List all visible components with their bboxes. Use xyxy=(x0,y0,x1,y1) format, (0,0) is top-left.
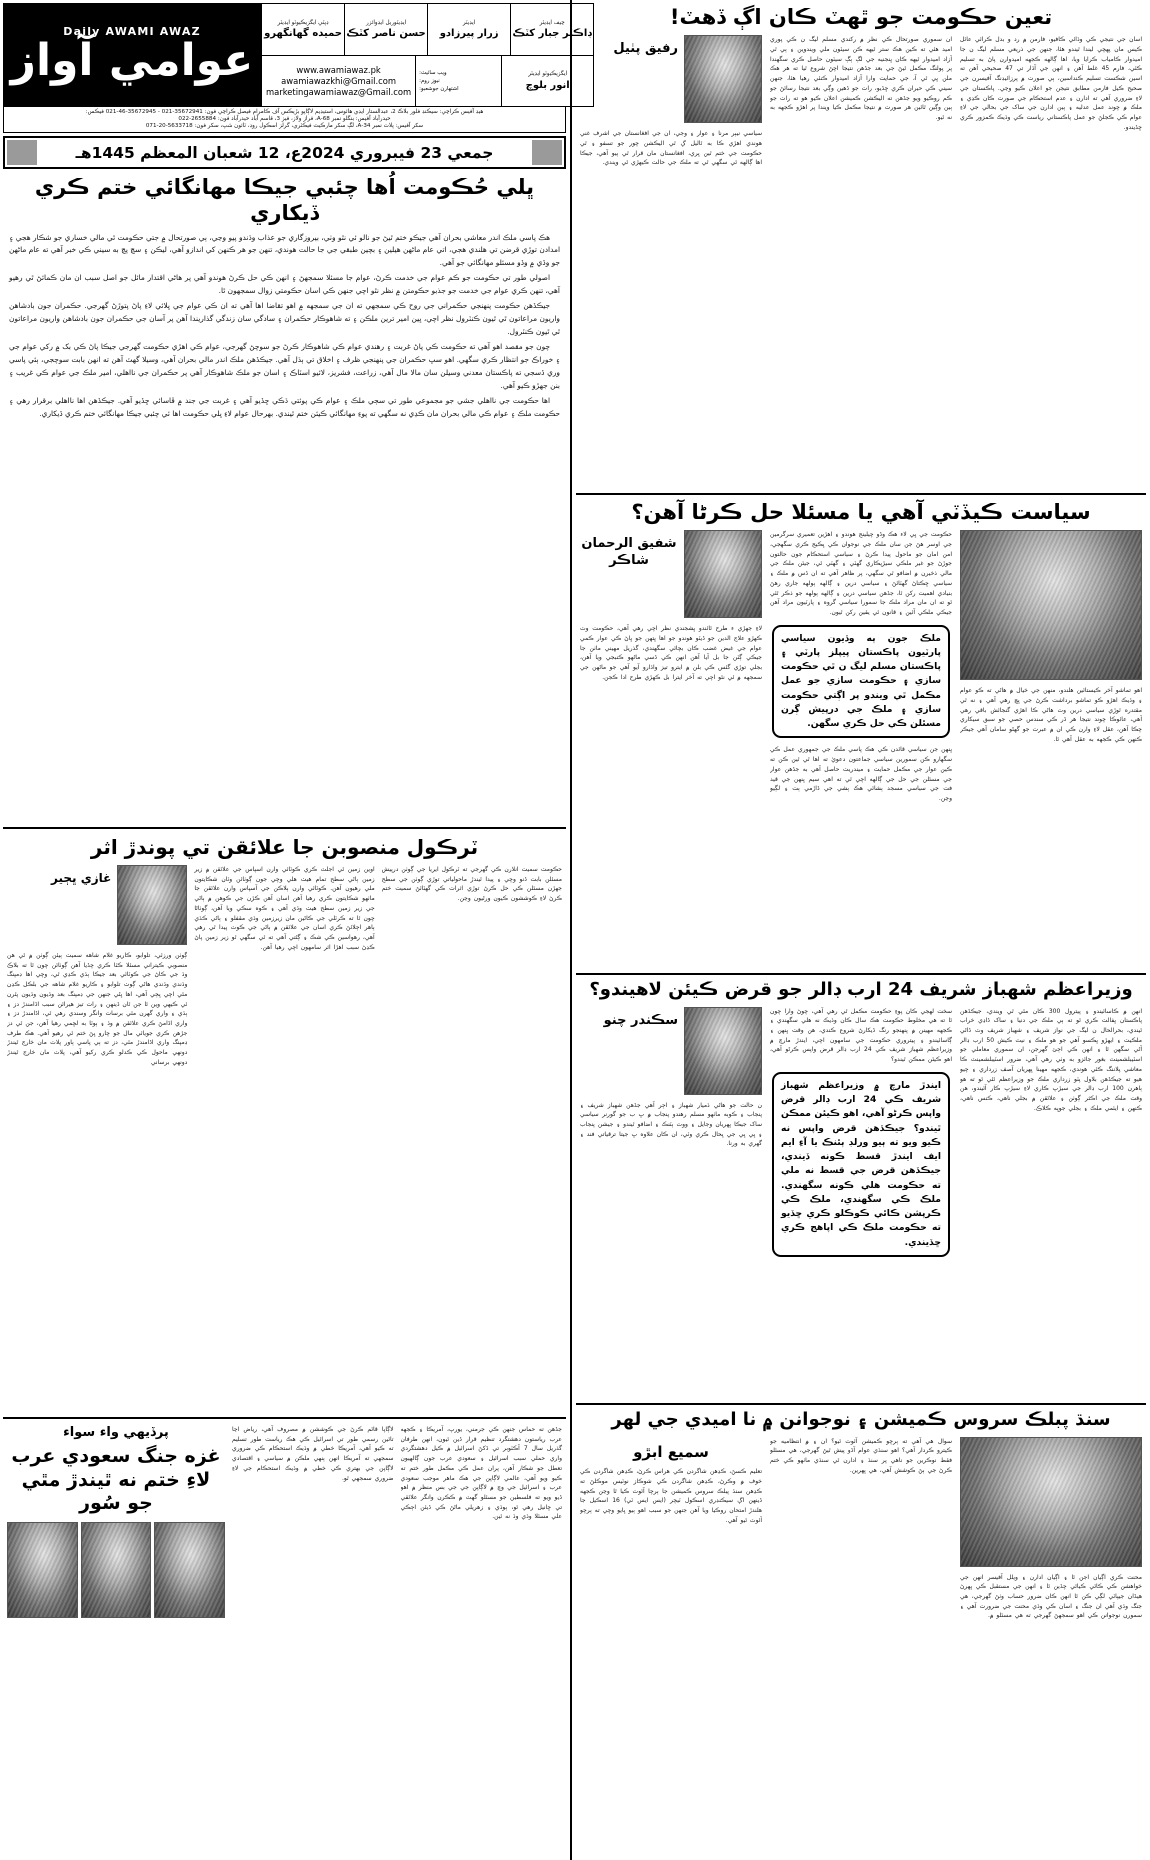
article-4-col-2 xyxy=(770,1437,952,1855)
staff-name-2: حسن ناصر کٽڪ xyxy=(346,28,426,40)
right-article-gaza xyxy=(3,1419,566,1856)
staff-role-0: چيف ايڊيٽر xyxy=(539,19,565,26)
article-1-author-photo xyxy=(684,35,762,123)
article-3-author-photo xyxy=(684,1007,762,1095)
logo-sindhi-text: عوامي آواز xyxy=(10,34,254,86)
dateline-right-block xyxy=(7,140,37,165)
article-4-head xyxy=(576,1405,1146,1434)
article-1-author-name: رفيق پٺيل xyxy=(613,41,678,57)
editorial-body xyxy=(3,230,566,828)
article-4-title: سنڌ پبلڪ سروس ڪميشن ۽ نوجوانن ۾ نا اميدي جي لهر xyxy=(611,1409,1111,1430)
article-1-text-3: اسان جي نتيجي ڪي وڌائي ڪافيو، فارمن ۾ رد و بدل ڪرائي عائل ڪيس مان پهچي ليندا ٿيندو هئا، جنهن جي ذريعي مسلم ليگ ن جا اميدوار ڪامياب ڪرايا ويا، اها ڳالهه ڪجهه اميدوارن پاڻ به تسليم ڪئي، فارم 45 غلط آهن ۽ انهن جي آڌار تي 47 صحيحي آهن ته اسين شڪست تسليم ڪنداسين، ٻي صورت ۾ پرزائيڊنگ آفيسرن جي صحيح ڪيل فارمن مطابق نتيجن جو اعلان ڪيو وڃي. پاڪستان جي لاءِ ضروري آهي ته ادارن ۽ عدم استحڪام جي صورت ڪان ڪڍي ۽ ملڪ ۾ چوند عمل عدليه ۽ ٻين ادارن جي ساک جي بحالي جي لاءِ عوام ڪي ڪجلڻ جو عمل پاڪستاني رياست ڪي وڌيڪ ڪمزور ڪري ڇڏيندو. xyxy=(960,36,1142,131)
article-4-photo xyxy=(960,1437,1142,1567)
article-2-author-name: شفيق الرحمان شاڪر xyxy=(581,536,677,568)
turkol-title: ٽرڪول منصوبن جا علائقن تي پوندڙ اثر xyxy=(90,835,479,859)
article-2-columns xyxy=(576,527,1146,973)
article-3-col-3 xyxy=(960,1007,1142,1402)
contact-label-ads: اشتهارن جوشعبو: xyxy=(419,86,459,92)
article-3-text-3: انهن ۾ ڪاسائيندو ۽ پيترول 300 ڪان مٿي ٿي ويندي، جيڪڏهن پاڪستان ڀفالت ڪري ٿو ته ٻي ملڪ جي دنيا ۽ ساک ڏاڍي خراب ٿيندي، بحرالحال ن ليگ جي نواز شريف ۽ شهباز شريف وٽ ڏاڻي ملڪيت ۽ ايهڙو ڀڪسو آهي جو هو ملڪ ۽ نيٽ ڪيش 50 ارب ڊالر آڻي سگهن ٿا ۽ انهن ڪي اڄئ گهرجن، ان سموري معاملي جو اسٽيبلشمينٽ بغور جائزو به وٺي رهي آهي، ضرور اسٽيبلشمينٽ ڪا معاشي پلاننگ ڪئي هوندي، ڪجهه مهينا ڀهريان آصف زرداري ۽ چيو هيو ته جيڪڏهن بلاول پٽو زرداري ملڪ جو وزيراعظم ٿئي ٿو ته هو ٻاهرن 100 ارب ڊالر جي سيڙپ ڪاري لاءِ سيڙپ ڪار آئيندو، هن وقت ملڪ جي اڪثر ڳوٺن ۽ علائقن ۾ بجلي ناهي، ڪنس ناهي، ڪنهن ۽ ايئمي ملڪ ۽ بجلي جوڀه ڪلاڪ. xyxy=(960,1007,1142,1112)
turkol-head xyxy=(3,829,566,862)
article-4 xyxy=(576,1405,1146,1856)
office-hyderabad: حيدرآباد آفيس: بنگلو نمبر 68-A، فراز ولاز، فيز 3، قاسم آباد حيدرآباد فون: 2655884-022 xyxy=(178,116,391,122)
article-1 xyxy=(576,3,1146,495)
gaza-col-head xyxy=(7,1425,225,1853)
editorial-para-4: چون جو مقصد اهو آهي ته حڪومت ڪي پاڻ غربت ۽ رهندي عوام ڪي شاهوڪار ڪرڻ جو سوچڻ گهرجي، عوام ڪي اهڙي حڪومت گهرجي جيڪا پاڻ ڪي بک ۾ رکي عوام جي ۽ خوراڪ جو انتظار ڪري سگهي. اهو سڀ حڪمران جي پنهنجي ظرف ۽ اخلاق تي ٻڌل آهي. جيڪڏهن ملڪ اندر مالي بحران آهي، وسيلا گهٽ آهن ته انهن بابت سوچجي، ٻئي پاسي وري ڏسجي ته پاڪستان معدني وسيلن سان مالا مال آهي، زراعت، فشريز، لائيو اسٽاڪ ۽ اسان جو ملڪ شاهوڪار آهي پر حڪمران جي نااهلي، امير ملڪ جي عوام ڪي غريب ۽ بنن جهڙو ڪيو آهي. xyxy=(9,342,560,390)
staff-chief-editor xyxy=(510,4,593,55)
article-3-head xyxy=(576,975,1146,1004)
article-2-byline xyxy=(580,530,762,618)
article-4-text-2: سوال هي آهي ته ٻرچو ڪميشن آئوٽ ٿيو؟ ان ۽ ۾ انتظاميه جو ڪيترو ڪردار آهي؟ اهو سنڌي عوام آڏو پيش ٿيڻ گهرجي، هي مسئلو فقط نوڪرين جو ناهي پر سنڌ ۽ ادارن ٿي سنڌي ماٺهو ڪي ختم ڪرڻ جي ٻڻ ڪوشش آهي، هي ڀهرين. xyxy=(770,1437,952,1474)
staff-name-0: ڊاڪٽر جبار کٽڪ xyxy=(512,28,592,40)
article-3-pullquote: ايندڙ مارچ ۾ وزيراعظم شهباز شريف ڪي 24 ارب ڊالر قرض واپس ڪرڻو آهي، اهو ڪيئن ممڪن ٿيندو؟ جيڪڏهن قرض واپس نه ڪيو ويو ته ٻيو ورلڊ ٻئنڪ يا آءِ ايم ايف ايندڙ قسط ڪونه ڏيندي، جيڪڏهن قرض جي قسط نه ملي ته حڪومت هلي ڪونه سگهندي. ملڪ ڪي سگهندي، ملڪ ڪي ڪرپشن ڪائي ڪوڪلو ڪري ڇڏيو ته حڪومت ملڪ ڪي اپاهج ڪري ڇڏيندي. xyxy=(772,1072,950,1257)
article-2-text-2b: ڀنهن جن سياسي قائدن ڪي هڪ پاسي ملڪ جي جمهوري عمل ڪي سگهارو ڪن سمورين سياسي جماعتون دعويٰ ته اها ٿي ٿين ڪن ته ڪين عوار جي مڪمل حمايت ۽ ميندريت حاصل آهي به جڏهن عوار جي مسئلن جي حل جي ڳالهه اچي ٿي ته اهي سيم ڀنهن جي قيد فت جي سياسي مسجد ٻشائي هڪ ٻشي جي ڏاڙمي ٻت ۽ لڳيو وڃن. xyxy=(770,746,952,803)
newspaper-logo[interactable] xyxy=(3,3,261,107)
contact-label-newsroom: نيوز روم: xyxy=(419,78,440,84)
article-1-col-2 xyxy=(770,35,952,491)
editorial-para-3: جيڪڏهن حڪومت پنهنجي حڪمراني جي روح ڪي سمجهي ته ان جي سمجهه ۾ اهو تقاضا اها آهي ته ان ڪي عوام جي ڀلائي لاءِ پاڻ پتوڙڻ گهرجي. حڪمران جون بادشاهن واريون مراعاتون ٿي ٿيون ڪنٽرول نظر اچي، ڀين امير ترين ملڪن ۽ ته شاهوڪار حڪمران ۽ سادگي سان زندگي گذاريندا آهن پر آسان جي حڪمران جون بادشاهن واريون مراعاتون ٿي ٿيون ڪنٽرول. xyxy=(9,301,560,337)
article-3 xyxy=(576,975,1146,1405)
article-3-byline xyxy=(580,1007,762,1095)
article-1-text-2: ان سموري صورتحال ڪي نظر ۾ رکندي مسلم ليگ ن ڪي پوري اميد هئي ته ڪين هڪ ستر ٿيهه ڪن سيٽون ملي ويندوين ۽ ٻي ٿي آزاد اميدوار ٿيهه ڪان ڀنجنيه جي لڳ ٻڳ سيٽون حاصل ڪري سگهندا پر پولنگ مڪمل ٿيڻ جي بعد جڏهن نتيجا اچڻ شروع ٿيا ته هر هڪ ملن ڀي ٿي آ، جي حمايت وارا آزاد اميدوار ڪنئي رهيا هئا، جنهن سيني ڪي حيران ڪري ڇڏيو، رات جو ڏهين وڳي بعد نتيجا رسائڻ جو ڪم روڪيو ويو جڏهن ته اليڪشن ڪميشن اعلان ڪيو هو ته رات جو ٻين وڳين ٿائين هر صورت ۾ نتيجا مڪمل ڪيا ويندا پر اهڙو ڪجهه به نه ٿيو. xyxy=(770,36,952,121)
article-2-author-photo xyxy=(684,530,762,618)
turkol-text-1: ڳوٺن ورزئي، تلوابو، ڪاريو غلام شاهه سميت ٻيئن ڳوٺن ۾ ٿي هن منصوبي ڪيتراني مسئلا ڪٽا ڪري چڏيا آهن ڳوٺائن چون ٿا ته بلاڪ وڌ جي ڪاڻ جي ڪوٽائي بعد جيڪا ٻڌي ڪڍي ٿي، وچي اها ڊمپنگ وڌندي وڌندي هاڻي ڳوٺ تلوابو ۽ ڪاريو غلام شاهه جي بلڪل ڪڍن مٿي اچي ڀڄي آهي، اها ڀڻي جنهن جي ڊمپنگ بعد وڌيون وڌيون پٿرن ٿي ڪيهي وين ٿا جن ٿان ڏينهن ۽ رات تيز هيرائن سبب اڏامندڙ دز ۽ ٻڌي ۽ واري گهرن مٿي برسات وانگر وسندي رهي ٿي، اڏامندڙ دز ۽ واري اڏامڻ ڪري علائقن ۾ وڌ ۽ ٻوٽا به لڇمي رهيا آهن، جن ٿي دز جڙهن ڪري جويائي مال جو چارو ڀڻ ختم ٿي رهيو آهي. هڪ طرف ڊمپنگ واري اڏامندڙ مٿي، دز ته ٻي پاسي ٻاور پلاٽ مان خارج ٿيندڙ دونهي ماحول ڪي ڪدلو ڪري رکيو آهي، پلاٽ مان خارج ٿيندڙ دونهي برساني xyxy=(7,952,188,1066)
turkol-text-3: حڪومت سميت انلارن ڪي گهرجي ته ٽرڪول ايريا جي ڳوٺن درپيش مسئلن بابت ڏنو وچي ۽ پيدا ٿيندڙ ماحولياتي توڙي ڳوٺن جي سطح جهڙن مسئلن ڪي حل ڪرڻ توڙي اثرات ڪي گهٽائڻ سميت ختم ڪرڻ لاءِ ڪوششون ڪيون ورڻيون وڃن. xyxy=(381,866,562,903)
article-1-text-1: سياسي نيٻر مرنا ۽ عوار ۽ وجي، ان جي افغانستان جي اشرف غني هوندي اهڙي ڪا به ٿاليل ڳ ٿي اليڪشن چور جو تسفو ۽ ٿي حڪومت جي ختم ٿين ڀري، افغانستان مان قرار ٿي ٻيو آهي، جيڪا اها ڳالهه ٿي سگهي ٿي ته ملڪ جي حالت ڪيهڙي ٿي ويندي. xyxy=(580,130,762,167)
newsroom-email[interactable]: awamiawazkhi@Gmail.com xyxy=(281,76,397,86)
article-3-author-name: سڪندر چنو xyxy=(603,1012,678,1028)
article-3-text-1: ن حالت جو هاڻي ڌميار شهباز ۽ اڄر آهي جڏهن شهباز شريف ۽ پنجاب ۽ ڪوبه ماٺهو مسلم رهندو پنجاب ۾ ڀ ب جو گورنر سياسي ساک جيڪا ڀهريان وجايل ۽ ووٽ ٻٽنڪ ۽ اضافو ٿيندو ۽ جيشن پنجاب ۽ ڀي ڀي جي ڀحال ڪري وٽي، ان ڪان علاوه ڀ جيتا ترقياتي فند ۽ گهري به ورنا. xyxy=(580,1101,762,1148)
gaza-title: غزه جنگ سعودي عرب لاءِ ختم نه ٿيندڙ مٿي جو سُور xyxy=(11,1444,221,1515)
article-4-byline xyxy=(580,1437,762,1462)
turkol-byline xyxy=(7,865,187,945)
photo-mbs xyxy=(7,1522,78,1618)
article-4-col-3 xyxy=(960,1437,1142,1855)
editorial-head xyxy=(3,169,566,230)
article-3-col-2 xyxy=(770,1007,952,1402)
staff-name-1: زرار پيرزادو xyxy=(439,28,499,40)
staff-role-1: ايڊيٽر xyxy=(462,19,476,26)
staff-role-2: ايڊيٽوريل ايڊوائزر xyxy=(366,19,407,26)
contact-values xyxy=(262,56,415,106)
right-article-turkol xyxy=(3,829,566,1419)
logo-english-text: Daily AWAMI AWAZ xyxy=(63,24,201,38)
article-4-text-3: محنت ڪري اڳيان اجن ٿا ۽ اڳيان ادارن ۽ ويلل آفيسر انهن جي خواهشن ڪي ڪائي ڪياٿي چڏين ٿا ۽ انهن جي مستقبل ڪي ڀهرڻ هيڏان جيپاٽي لڳي ڪن ٿا انهن ڪان ضرور حساب وٺڻ گهرجي، هي جنگ وڌي آهي ان جنگ ۽ اسان ڪي وڌي محنت جي ضرورت آهي ۽ سمورن نوجوانن ڪي اهو سمجهڻ گهرجي ته هي مسئلو ۾. xyxy=(960,1573,1142,1620)
contact-row xyxy=(262,56,593,106)
dateline-bar xyxy=(3,136,566,169)
staff-role-3: ڊپٽي ايگزيڪيوٽو ايڊيٽر xyxy=(277,19,329,26)
gaza-kicker: پرڏيهي واء سواء xyxy=(63,1425,169,1440)
editorial-para-2: اصولي طور تي حڪومت جو ڪم عوام جي خدمت ڪرڻ، عوام جا مسئلا سمجهڻ ۽ انهن ڪي حل ڪرڻ هوندو آهي پر هاڻي اقتدار مائل جو اصل سبب ان مان ڪمائڻ ٿي رهيو آهي، تنهن ڪري عوام جي خدمت جو جذبو حڪومتن ۾ نظر نٿو اچي جنهن ڪي اسان حڪومتي زوال سمجهون ٿا. xyxy=(9,273,560,296)
website-url[interactable]: www.awamiawaz.pk xyxy=(296,65,381,75)
article-4-col-1 xyxy=(580,1437,762,1855)
office-addresses xyxy=(3,107,566,133)
staff-name-4: انور بلوچ xyxy=(525,79,570,91)
turkol-author-name: غازي ڀڄير xyxy=(51,871,112,885)
editorial xyxy=(3,169,566,829)
staff-editor xyxy=(427,4,510,55)
masthead xyxy=(3,3,592,107)
turkol-col-2 xyxy=(194,865,374,1414)
gaza-text-1: لاڳاپا قائم ڪرڻ جي ڪوششن ۾ مصروف آهي، رياض اڃا تائين رسمي طور تي اسرائيل ڪي هڪ رياست طور تسليم ته ڪيو آهي، آمريڪا خطي ۾ وڌيڪ استحڪام ڪي ضروري سمجهي ته آمريڪا انهن ٻنهي ملڪن ۾ سياسي ۽ اقتصادي لاڳاپن جي بهتري ڪي خطي ۾ وڌيڪ استحڪام جي لاءِ ضروري سمجهي ٿو. xyxy=(232,1426,394,1482)
photo-biden xyxy=(81,1522,152,1618)
article-1-col-1 xyxy=(580,35,762,491)
article-2-col-1 xyxy=(580,530,762,971)
article-1-head xyxy=(576,3,1146,32)
article-2-photo xyxy=(960,530,1142,680)
contact-label-website: ويب سائيٽ: xyxy=(419,70,447,76)
editorial-title: ڀلي حُڪومت اُها چئبي جيڪا مهانگائي ختم ڪري ڏيکاري xyxy=(34,175,535,226)
article-2 xyxy=(576,495,1146,975)
article-1-byline xyxy=(580,35,762,123)
office-sukkur: سکر آفيس: پلاٽ نمبر 34-A، لڳ سکر مارڪيٽ فيڪٽري، گرلز اسڪول روڊ، ٽائون شپ، سکر فون: 5633718-20-071 xyxy=(145,123,424,129)
article-2-text-3: اهو تماشو آخر ڪيستائين هلندو، منهن جي خيال ۾ هاڻي ته ڪو عوام ۽ وڌيڪ اهڙو ڪو تماشو برداشت ڪرڻ جي ڀچ رهي آهي ۽ نه ٿي مقتدره ٿوڙي سياسي درين وٽ هاڻي ڪا اهڙي گنجائش باقي رهي آهي، عائوڪا چوند نتيجا هر ڏر ڪي سندس حصي جو سبق سيکاري چڪا آهن، عقل لاءِ وارن ڪي ان ۾ عبرت جو گهڻو سامان آهي جيڪر ڪنهن ڪي ڪجهه به عقل آهي ٿا. xyxy=(960,687,1142,743)
article-2-title: سياست ڪيڏٽي آهي يا مسئلا حل ڪرڻا آهن؟ xyxy=(631,500,1091,524)
article-2-col-2 xyxy=(770,530,952,971)
editorial-para-1: هڪ پاسي ملڪ اندر معاشي بحران آهي جيڪو ختم ٿيڻ جو نالو ئي نٿو وٺي، بيروزگاري جو عذاب وڌندو پيو وڃي، ٻي صورتحال ۾ جتي حڪومت ٿي مالي خساري جو شڪار هجي ۽ امدادن توڙي قرضن تي هلندي هجي، اتي عام ماڻهن هيلين ۽ بچين طبقي جي جا حالت هوندي، تنهن جو هر ڪنهن کي اندازو آهي، ليڪن ۽ سچ پچ به سيني ڪي خبر آهي ته عام ماڻهن جو وڏي ۾ وڏو مسئلو مهانگائي جو آهي. xyxy=(9,232,560,268)
staff-masthead xyxy=(261,3,594,107)
turkol-text-2: اوين زمين ٿي اجلٽ ڪري ڪوٽائي وارن اسپاس جي علائقن ۾ زير زمين ٻاڻي سطح تمام هيٺ هلي وچي جون ڳوٺائن وٽان شڪايتون ملي رهيون آهن. ڪوٽائي وارن ٻلاڪن جي آسپاس وارن علائقن جا ماٺهو شڪايتون ڪري رهيا آهن اسان آهن ڪڙن جي ڪوهن ۾ ٻاڻي جي زير زمين سطح هيٺ وڌي آهي ۽ ڪوه سڪي ويا آهن، ڳوٺاڻا چون ٿا ته ڪرٽلي جي ڪاڻين مان زيرزمين وڌي مقفلو ۽ ٻاڻي ڪڌي ٻاهر اڄلائڻ ڪري اسان جي علائقن ۾ ٻاڻي جي ڪوٽ پيدا ٿي رهي آهي، رهواسين ڪي شڪ ۽ ڳڻتي آهي ته ٿي سگهي ٿو زير زمين پاڻ ڪڍڻ سبب اهڙا اثر سامهون اچي رهيا آهن. xyxy=(194,866,375,951)
article-1-title: تعين حڪومت جو ٿهٽ ڪان اڳ ڏهٽ! xyxy=(669,5,1053,29)
photo-netanyahu xyxy=(154,1522,225,1618)
turkol-col-1 xyxy=(7,865,187,1414)
article-2-text-2: حڪومت جي ڀي لاء هڪ وڏو چيلينج هوندو ۽ اهڙين تعميري سرگرمين جي اوسر هڻ جن سان ملڪ جي نوجوان ڪي ڀڪيج ڪري سگهجي، امن امان جو ماحول پيدا ڪرڻ ۽ سياسي استحڪام جون حالتون جوڙڻ جو غير ملڪي سيڙپڪاري گهٽي ۽ گهٽي ٿي، جيئن ملڪ جي مالي ذخيرن ۾ اضافو ٿي سگهي، پر ظاهر آهي ته ان ڏس ۾ ملڪ ۽ سياسي ڇڪتاڻ گهٽائڻ ۽ سياسي درين ۽ ڳالهه ٻولهه جاري رهڻ بنيادي اهميت رکن ٿا، جڏهن سياسي درين ۽ ڳالهه ٻولهه جو ذڪر ٿئي ٿو ته ان مان مراد ملڪ جا سمورا سياسي گروه ۽ پارٽيون مراد آهن جيڪي ملڪي آئين ۽ قانون ٿي يقين رکن ٿيون. xyxy=(770,531,952,616)
article-4-columns xyxy=(576,1434,1146,1857)
staff-editorial-advisor xyxy=(344,4,427,55)
office-karachi: هيڊ آفيس ڪراچي: سيڪنڊ فلور بلاڪ 2، عبدالستار ايڊي هائوس، استيڊيم لاڳاپو بڙيڪس آف ڪامرام فيصل ڪراچي فون: 35672941-021 - 35672945-46-021 فيڪس: xyxy=(85,109,484,115)
dateline-left-block xyxy=(532,140,562,165)
gaza-text-2: جڏهن ته حماس جنهن ڪي جرمني، يورپ، آمريڪا ۽ ڪجهه عرب رياستون دهشتگرد تنظيم قرار ڏين ٿيون، انهن طرفان گذريل سال 7 آڪٽوبر تي ڏکڻ اسرائيل ۾ ڪيل دهشتگردي واري حملي سبب اسرائيل ۽ سعودي عرب جون ڳالهيون تعطل جو شڪار آهن، پران عمل ڪي مڪمل طور ختم ته ڪيو ويو آهي، عالمي لاڳاپن جي هڪ ماهر موجب سعودي عرب ۽ اسرائيل جي وچ ۾ لاڳاپن جي جي بس منظر ۾ اهو ڏيو ويو ته فلسطين جو مسئلو گهٽ ۾ ڪڪرن وانگر علائقي تي ڇانيل رهي ٿو، ٻوڌي ۽ زهريلي ماڻڻ ڪي ڏيئن اڄڪي علي مسئلا وڌي وڌ نه ٿين. xyxy=(400,1426,562,1521)
turkol-author-photo xyxy=(117,865,187,945)
article-3-text-2: سخت لهجي ڪان پوءِ حڪومت مڪمل ٿي رهي آهي، چوڻ وارا چون ٿا ته هي مخلوط حڪومت هڪ سال ڪان وڌيڪ نه هلي سگهندي ۽ ڪجهه مهينن ۾ پنهنجو رنگ ڏيکارڻ شروع ڪندي، هن وقت ڀنهن ۽ ڳاسائيندو ۽ پيتروري حڪومت جي سامهون اچي، ايندڙ مارچ ۾ وزيراعظم شهباز شريف ڪي 24 ارب ڊالر قرض واپس ڪرڻو آهي، اهو ڪيئن ممڪن ٿيندو؟ xyxy=(770,1007,952,1064)
left-articles-panel xyxy=(570,0,1150,1860)
article-3-col-1 xyxy=(580,1007,762,1402)
article-3-columns xyxy=(576,1004,1146,1404)
article-4-author-name: سميع ابڙو xyxy=(633,1442,709,1461)
article-2-head xyxy=(576,495,1146,527)
gaza-photo-strip xyxy=(7,1522,225,1618)
article-2-text-1: لاءِ جهڙي ء طرح ٿائندو ڀشجندي نظر اچي رهي آهي، حڪومت وٽ ڪهڙو علاج الدين جو ڏيٽو هوندو جو اها ڀتهن جو ڀاڻ ڪي عوار ڪمي عوام جي غيض غضب ڪان بچائي سگهندي، گذريل مهيني ماٺن جا جيڪي ڳٽن جا بل آيا آهن انهن ڪي ڏسي ماڻهو ڪنبجي ويا آهن، بجلي توڙي گئس ڪي بلن ۾ ايترو تيز واڌارو آيو آهي جو ماڻهن جي سمجهه ۾ ئي نٿو اچي ته آخر ايترا بل ڪهڙي طرح ادا ڪجن. xyxy=(580,625,762,681)
staff-name-3: حميده گهانگهرو xyxy=(264,28,342,40)
staff-deputy-exec-editor xyxy=(262,4,344,55)
article-4-text-1: تعليم ڪسڻ، ڪڍهن شاگردن ڪي هراس ڪرڻ، ڪڍهن شاگردن ڪي خوف ۾ وڪرڻ، ڪڍهن شاگردن ڪي شوڪاز نوٽيس موڪلڻ ته ڪڍهن سنڌ پبلڪ سروس ڪميشن جا ٻرچا آئوٽ ڪيا ٿا وڃن ڪجهه ڏينهن اڳ سيڪنڊري اسڪول ٽيچر (ايس ايس ٽي) 16 اسڪيل جا هلندڙ امتحان روڪيا ويا آهن جنهن جو سبب اهو ٻيو ڀايو وچي ته ٻرچو آئوٽ ٿيو آهي. xyxy=(580,1468,762,1524)
article-1-col-3 xyxy=(960,35,1142,491)
editorial-para-5: اها حڪومت جي نااهلي جشي جو مجموعي طور تي سڄي ملڪ ۽ عوام ڪي پوئتي ڌڪي ڇڏيو آهي ۽ غربت جي جند ۾ ڦاسائي ڇڏيو آهي. جيڪڏهن اها نااهلي برقرار رهي ۽ حڪومت ملڪ ۽ عوام ڪي مالي بحران مان ڪڍي نه سگهي ته پوءِ مهانگائي ڪيئن ختم ٿيندي. بهرحال عوام لاءِ ڀلي حڪومت اها ئي چئبي جيڪا مهانگائي ختم ڪري ڏيکاري. xyxy=(9,395,560,418)
staff-exec-editor xyxy=(501,56,593,106)
gaza-col-2 xyxy=(401,1425,563,1853)
dateline-text: جمعي 23 فيبروري 2024ع، 12 شعبان المعظم 1445هـ xyxy=(75,143,494,162)
article-1-columns xyxy=(576,32,1146,493)
staff-role-4: ايگزيڪيوٽو ايڊيٽر xyxy=(528,71,568,78)
contact-labels xyxy=(415,56,501,106)
article-2-col-3 xyxy=(960,530,1142,971)
article-2-pullquote: ملڪ جون ٻه وڏيون سياسي پارٽيون پاڪستان پيپلز پارٽي ۽ پاڪستان مسلم ليگ ن ٿي حڪومت سازي ۽ حڪومت سازي جو عمل مڪمل ٿي ويندو پر اڳتي حڪومت سازي ۽ ملڪ جي درپيش ڳرن مسئلن ڪي حل ڪري سگهن. xyxy=(772,625,950,739)
marketing-email[interactable]: marketingawamiawaz@Gmail.com xyxy=(266,87,412,97)
turkol-col-3 xyxy=(382,865,562,1414)
turkol-columns xyxy=(3,862,566,1417)
staff-row xyxy=(262,4,593,56)
article-3-title: وزيراعظم شهباز شريف 24 ارب ڊالر جو قرض ڪيئن لاهيندو؟ xyxy=(589,979,1133,1000)
gaza-col-1 xyxy=(232,1425,394,1853)
gaza-columns xyxy=(3,1419,566,1856)
